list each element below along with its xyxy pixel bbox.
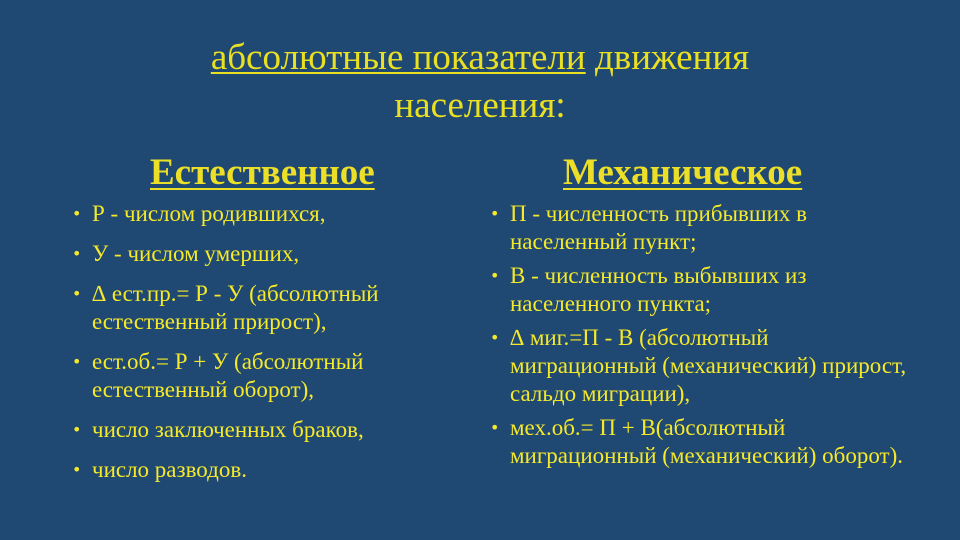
list-item-text: ест.об.= Р + У (абсолютный естественный оборот), — [92, 349, 364, 402]
bullet-icon: • — [490, 204, 500, 223]
list-item-text: ∆ ест.пр.= Р - У (абсолютный естественный прирост), — [92, 281, 379, 334]
column-heading-natural: Естественное — [150, 152, 375, 193]
bullet-icon: • — [490, 418, 500, 437]
mechanical-indicators-list — [490, 200, 910, 476]
list-item — [72, 240, 472, 268]
list-item — [72, 456, 472, 484]
list-item-text: число заключенных браков, — [92, 417, 364, 442]
bullet-icon: • — [72, 460, 82, 479]
title-rest-line1: движения — [585, 37, 750, 78]
slide-title — [60, 34, 900, 130]
bullet-icon: • — [72, 204, 82, 223]
title-line2: населения: — [394, 85, 566, 126]
list-item-text: мех.об.= П + В(абсолютный миграционный (механический) оборот). — [510, 415, 904, 468]
list-item — [72, 348, 472, 404]
bullet-icon: • — [72, 284, 82, 303]
list-item — [490, 200, 910, 256]
list-item — [490, 414, 910, 470]
list-item — [490, 262, 910, 318]
list-item-text: П - численность прибывших в населенный пункт; — [510, 201, 807, 254]
list-item — [72, 416, 472, 444]
bullet-icon: • — [72, 420, 82, 439]
title-underlined-part: абсолютные показатели — [210, 37, 586, 78]
list-item-text: Р - числом родившихся, — [92, 201, 326, 226]
list-item-text: У - числом умерших, — [92, 241, 300, 266]
list-item — [490, 324, 910, 408]
bullet-icon: • — [490, 328, 500, 347]
list-item — [72, 280, 472, 336]
list-item-text: ∆ миг.=П - В (абсолютный миграционный (механический) прирост, сальдо миграции), — [510, 325, 907, 406]
bullet-icon: • — [72, 352, 82, 371]
natural-indicators-list — [72, 200, 472, 496]
bullet-icon: • — [490, 266, 500, 285]
bullet-icon: • — [72, 244, 82, 263]
list-item-text: В - численность выбывших из населенного пункта; — [510, 263, 807, 316]
column-heading-mechanical: Механическое — [563, 152, 803, 193]
list-item — [72, 200, 472, 228]
list-item-text: число разводов. — [92, 457, 247, 482]
